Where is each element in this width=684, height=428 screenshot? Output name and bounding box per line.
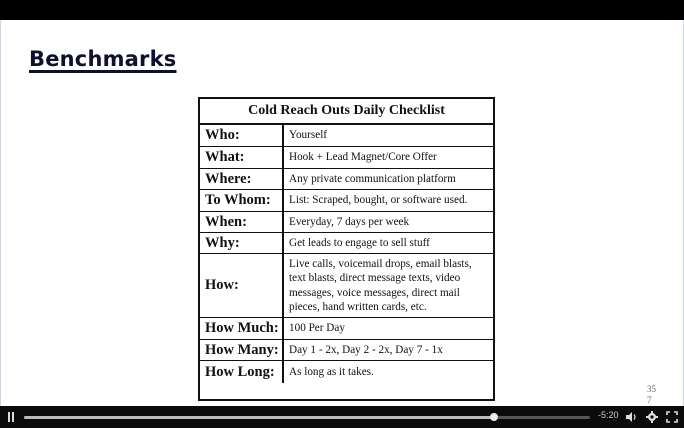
table-row [200, 318, 493, 340]
table-row [200, 254, 493, 318]
row-value: 100 Per Day [289, 322, 345, 335]
volume-icon[interactable] [624, 410, 638, 424]
seek-handle[interactable] [490, 413, 498, 421]
row-label: How Long: [200, 361, 284, 383]
row-label: How Much: [200, 318, 284, 339]
pause-icon [12, 412, 14, 422]
row-label: Why: [200, 233, 284, 253]
gear-icon[interactable] [645, 410, 659, 424]
row-label: How: [200, 254, 284, 317]
fullscreen-icon[interactable] [665, 410, 679, 424]
checklist-heading: Cold Reach Outs Daily Checklist [200, 99, 493, 125]
video-controls [0, 406, 684, 428]
pause-icon [8, 412, 10, 422]
row-value: Hook + Lead Magnet/Core Offer [289, 151, 437, 164]
slide [0, 20, 684, 406]
seek-progress [24, 416, 494, 419]
row-value: List: Scraped, bought, or software used. [289, 194, 468, 207]
row-value: As long as it takes. [289, 365, 374, 378]
top-bar [0, 0, 684, 20]
row-label: To Whom: [200, 190, 284, 211]
slide-number [647, 384, 656, 406]
row-label: When: [200, 212, 284, 232]
slide-title: Benchmarks [29, 47, 177, 71]
row-value: Any private communication platform [289, 172, 456, 185]
table-row [200, 233, 493, 254]
row-value: Yourself [289, 129, 328, 142]
row-label: Who: [200, 125, 284, 146]
row-value: Everyday, 7 days per week [289, 215, 410, 228]
pause-button[interactable] [7, 412, 16, 422]
table-row [200, 190, 493, 212]
slide-number-line1: 35 [647, 384, 656, 394]
row-label: Where: [200, 169, 284, 189]
row-value: Live calls, voicemail drops, email blasts, text blasts, direct message texts, video messages, voice messages, direct mail pieces, hand written cards, etc. [289, 257, 472, 313]
seek-bar[interactable] [24, 416, 590, 419]
checklist-table [198, 97, 495, 401]
table-row [200, 125, 493, 147]
row-value: Get leads to engage to sell stuff [289, 236, 430, 249]
table-row [200, 169, 493, 190]
table-row [200, 361, 493, 383]
table-row [200, 212, 493, 233]
table-row [200, 340, 493, 361]
table-row [200, 147, 493, 169]
slide-number-line2: 7 [647, 395, 652, 405]
row-value: Day 1 - 2x, Day 2 - 2x, Day 7 - 1x [289, 343, 443, 356]
row-label: How Many: [200, 340, 284, 360]
time-remaining: -5:20 [598, 410, 619, 420]
row-label: What: [200, 147, 284, 168]
